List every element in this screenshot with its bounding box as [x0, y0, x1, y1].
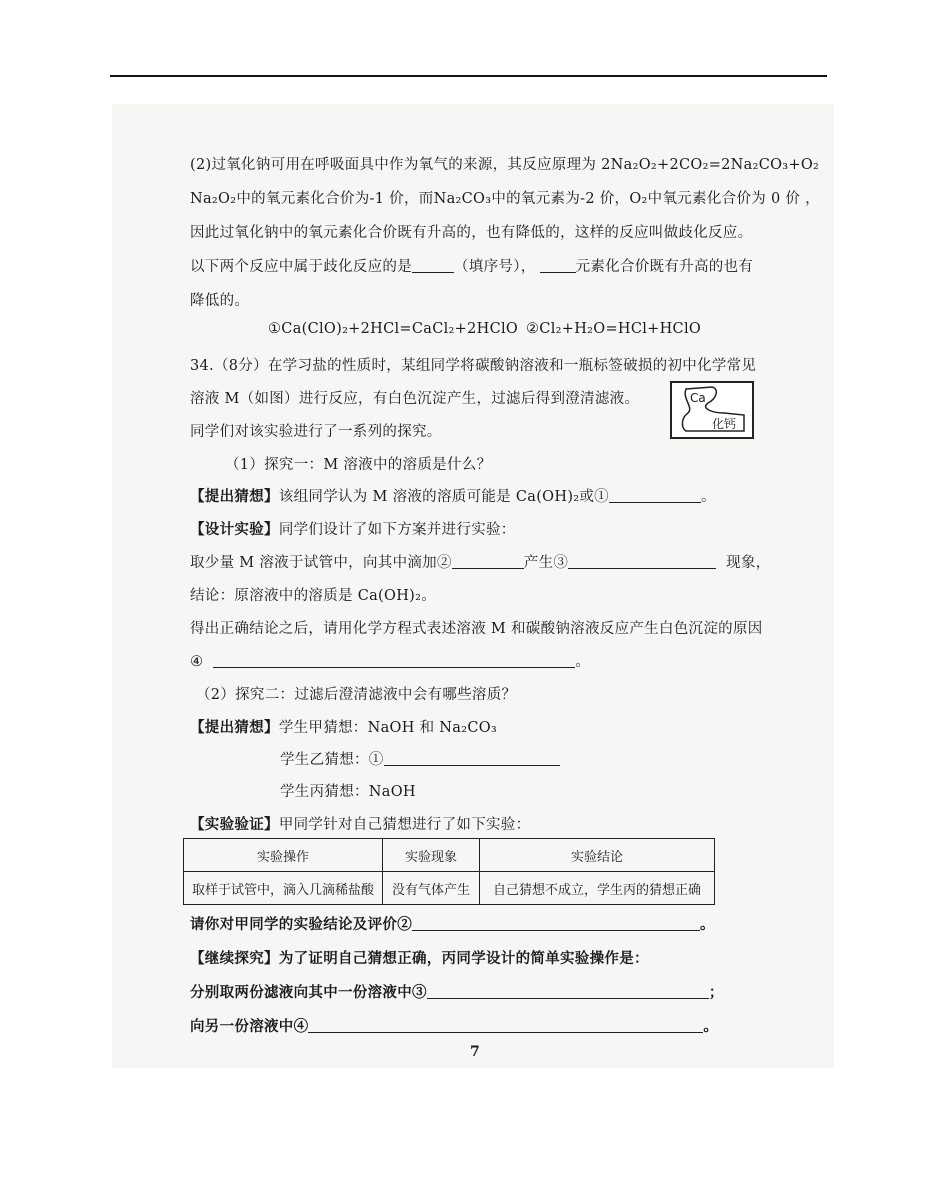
reason-line: 得出正确结论之后，请用化学方程式表述溶液 M 和碳酸钠溶液反应产生白色沉淀的原因 [190, 621, 763, 637]
answer-blank-5[interactable] [568, 554, 716, 569]
question-text: 取少量 M 溶液于试管中，向其中滴加② [190, 555, 452, 571]
answer-blank-10[interactable] [308, 1018, 703, 1033]
reaction-2: ②Cl₂+H₂O=HCl+HClO [526, 321, 702, 337]
label-text-ca: Ca [690, 391, 706, 405]
period: 。 [700, 489, 716, 505]
continue-line-1 [190, 981, 724, 1002]
table-header: 实验操作 [184, 839, 383, 872]
design-line [190, 518, 516, 539]
question-text: 产生③ [523, 555, 569, 571]
guess-a: 学生甲猜想：NaOH 和 Na₂CO₃ [278, 720, 498, 736]
question-text: 向另一份溶液中④ [190, 1018, 309, 1035]
broken-label-figure [670, 381, 754, 439]
intro-text: (2)过氧化钠可用在呼吸面具中作为氧气的来源，其反应原理为 [190, 157, 602, 173]
eval-line [190, 913, 715, 934]
section-tag: 【提出猜想】 [190, 488, 279, 505]
answer-blank-1[interactable] [412, 258, 454, 273]
section-tag: 【继续探究】 [190, 950, 279, 967]
reason-answer-line [190, 650, 590, 671]
guess-line [190, 485, 716, 506]
label-text-chem: 化钙 [712, 417, 737, 431]
q34-line-3: 同学们对该实验进行了一系列的探究。 [190, 424, 442, 440]
intro-line-1 [190, 153, 819, 174]
question-text: 请你对甲同学的实验结论及评价② [190, 916, 412, 933]
table-row [184, 872, 715, 905]
conclusion-line: 结论：原溶液中的溶质是 Ca(OH)₂。 [190, 588, 437, 604]
period: 。 [703, 1018, 719, 1035]
question-text: 为了证明自己猜想正确，丙同学设计的简单实验操作是： [278, 950, 649, 967]
answer-blank-3[interactable] [609, 488, 701, 503]
q34-line-1: 34.（8分）在学习盐的性质时，某组同学将碳酸钠溶液和一瓶标签破损的初中化学常见 [190, 358, 757, 374]
continue-line-2 [190, 1015, 718, 1036]
answer-blank-6[interactable] [213, 653, 575, 668]
answer-blank-2[interactable] [540, 258, 576, 273]
header-rule [110, 75, 827, 77]
section-tag: 【设计实验】 [190, 521, 279, 538]
question-text: 同学们设计了如下方案并进行实验： [278, 522, 516, 538]
part2-title: （2）探究二：过滤后澄清滤液中会有哪些溶质？ [196, 687, 517, 703]
intro-line-4 [190, 255, 753, 276]
experiment-table [183, 838, 715, 905]
table-cell: 自己猜想不成立，学生丙的猜想正确 [480, 872, 715, 905]
answer-blank-7[interactable] [384, 751, 560, 766]
intro-line-5: 降低的。 [190, 293, 250, 309]
table-header: 实验结论 [480, 839, 715, 872]
guess-c-line: 学生丙猜想：NaOH [280, 784, 416, 800]
question-text: 甲同学针对自己猜想进行了如下实验： [278, 817, 531, 833]
question-text: 该组同学认为 M 溶液的溶质可能是 Ca(OH)₂或① [278, 489, 609, 505]
question-text: 分别取两份滤液向其中一份溶液中③ [190, 984, 427, 1001]
section-tag: 【实验验证】 [190, 816, 279, 833]
question-number: ④ [190, 654, 204, 670]
semicolon: ； [708, 984, 724, 1001]
page-number: 7 [470, 1044, 480, 1060]
part1-title: （1）探究一：M 溶液中的溶质是什么？ [225, 457, 492, 473]
guess-b-line [280, 748, 560, 769]
reaction-1: ①Ca(ClO)₂+2HCl=CaCl₂+2HClO [268, 321, 519, 337]
q34-line-2: 溶液 M（如图）进行反应，有白色沉淀产生，过滤后得到澄清滤液。 [190, 391, 640, 407]
question-text: 以下两个反应中属于歧化反应的是 [190, 259, 412, 275]
table-header-row [184, 839, 715, 872]
period: 。 [700, 916, 715, 933]
answer-blank-9[interactable] [427, 984, 709, 999]
question-text: 现象， [726, 555, 771, 571]
answer-blank-4[interactable] [452, 554, 524, 569]
design-procedure-line [190, 551, 771, 572]
answer-blank-8[interactable] [412, 916, 700, 931]
intro-line-3: 因此过氧化钠中的氧元素化合价既有升高的，也有降低的，这样的反应叫做歧化反应。 [190, 225, 753, 241]
reaction-equation: 2Na₂O₂+2CO₂=2Na₂CO₃+O₂ [601, 157, 820, 173]
question-text: （填序号）， [454, 259, 536, 275]
question-text: 元素化合价既有升高的也有 [575, 259, 754, 275]
table-cell: 取样于试管中，滴入几滴稀盐酸 [184, 872, 383, 905]
table-cell: 没有气体产生 [383, 872, 480, 905]
guess2-line [190, 716, 497, 737]
table-header: 实验现象 [383, 839, 480, 872]
guess-b: 学生乙猜想：① [280, 752, 384, 768]
continue-line [190, 947, 649, 968]
period: 。 [575, 654, 591, 670]
intro-line-2: Na₂O₂中的氧元素化合价为-1 价，而Na₂CO₃中的氧元素为-2 价，O₂中氧元素化合价为 0 价 ， [190, 191, 820, 207]
section-tag: 【提出猜想】 [190, 719, 279, 736]
verify-line [190, 813, 530, 834]
